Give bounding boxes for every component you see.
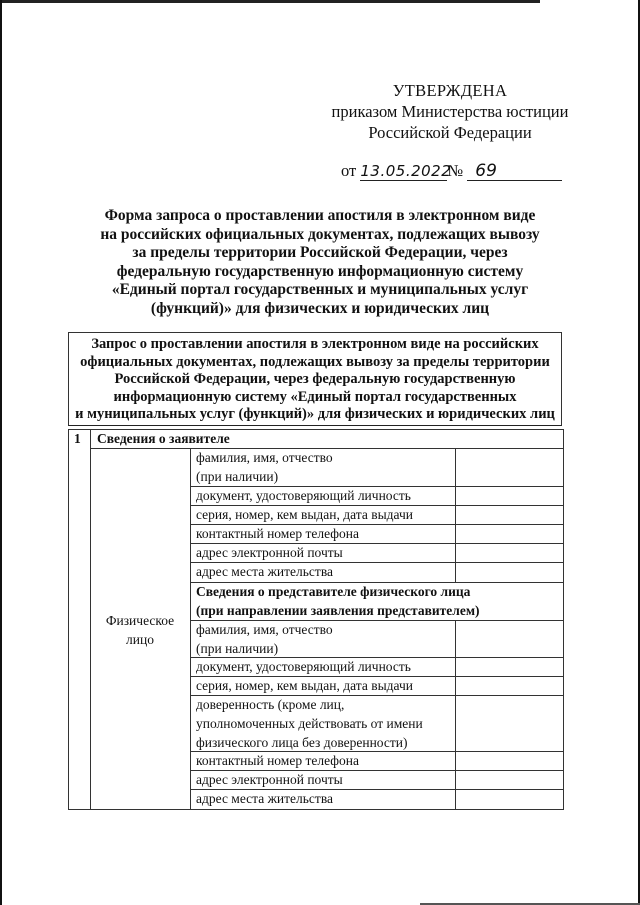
applicant-type-line: Физическое: [105, 613, 175, 628]
table-header-line: Запрос о проставлении апостиля в электронном виде на российских: [91, 336, 539, 352]
value-full-name[interactable]: [456, 449, 563, 486]
rep-field-email: адрес электронной почты: [196, 772, 343, 787]
table-header-line: официальных документах, подлежащих вывозу за пределы территории: [80, 353, 550, 370]
table-header-line: Российской Федерации, через федеральную государственную: [114, 371, 516, 387]
from-label: от: [341, 161, 357, 180]
field-full-name: [196, 448, 333, 486]
value-document-details[interactable]: [456, 506, 563, 524]
field-label-line: (при наличии): [196, 641, 279, 656]
value-phone[interactable]: [456, 525, 563, 543]
form-title-line: за пределы территории Российской Федерации, через: [132, 244, 508, 261]
field-document-details: серия, номер, кем выдан, дата выдачи: [196, 507, 413, 522]
table-header-line: и муниципальных услуг (функций)» для физических и юридических лиц: [75, 406, 555, 422]
form-title-line: «Единый портал государственных и муниципальных услуг: [111, 281, 529, 298]
form-title-line: Форма запроса о проставлении апостиля в электронном виде: [104, 207, 536, 224]
rep-value-email[interactable]: [456, 771, 563, 789]
table-header-box: [68, 332, 562, 426]
section-number: 1: [74, 431, 81, 446]
representative-header-line: (при направлении заявления представителем): [196, 603, 480, 618]
rep-field-residence-address: адрес места жительства: [196, 791, 334, 806]
rep-field-full-name: [196, 620, 333, 658]
table-border-right: [563, 429, 564, 810]
field-label-line: (при наличии): [196, 469, 279, 484]
field-label-line: уполномоченных действовать от имени: [196, 716, 423, 731]
value-identity-document[interactable]: [456, 487, 563, 505]
applicant-type: [90, 611, 190, 649]
rep-field-identity-document: документ, удостоверяющий личность: [196, 659, 411, 674]
rep-value-power-of-attorney[interactable]: [456, 696, 563, 751]
form-title-line: (функций)» для физических и юридических лиц: [150, 299, 490, 317]
applicant-type-line: лицо: [126, 632, 154, 647]
field-label-line: физического лица без доверенности): [196, 735, 408, 750]
field-phone: контактный номер телефона: [196, 526, 359, 541]
table-header-line: информационную систему «Единый портал государственных: [113, 388, 517, 405]
representative-header: [196, 582, 480, 620]
rep-field-phone: контактный номер телефона: [196, 753, 359, 768]
field-label-line: фамилия, имя, отчество: [196, 450, 333, 465]
field-label-line: фамилия, имя, отчество: [196, 622, 333, 637]
scan-edge-left: [0, 0, 2, 905]
approval-order-line: приказом Министерства юстиции: [331, 102, 569, 121]
order-reference: [341, 161, 562, 181]
approval-authority: Российской Федерации: [368, 123, 532, 142]
number-label: №: [447, 161, 464, 180]
form-title-line: на российских официальных документах, подлежащих вывозу: [100, 225, 540, 243]
rep-field-document-details: серия, номер, кем выдан, дата выдачи: [196, 678, 413, 693]
rep-value-full-name[interactable]: [456, 621, 563, 657]
table-border-bottom: [68, 809, 564, 810]
order-number: 69: [467, 163, 562, 181]
table-border-left: [68, 429, 69, 810]
scan-edge-top: [0, 0, 540, 3]
rep-value-identity-document[interactable]: [456, 658, 563, 676]
applicant-table: [68, 429, 564, 810]
form-title: [90, 207, 550, 318]
rep-value-document-details[interactable]: [456, 677, 563, 695]
form-title-line: федеральную государственную информационную систему: [116, 262, 524, 280]
approval-title: УТВЕРЖДЕНА: [392, 81, 508, 100]
column-divider: [190, 448, 191, 810]
representative-header-line: Сведения о представителе физического лица: [196, 584, 471, 599]
rep-field-power-of-attorney: [196, 695, 423, 752]
rep-value-phone[interactable]: [456, 752, 563, 770]
field-email: адрес электронной почты: [196, 545, 343, 560]
order-date: 13.05.2022: [360, 162, 452, 180]
rep-value-residence-address[interactable]: [456, 790, 563, 809]
value-email[interactable]: [456, 544, 563, 562]
field-label-line: доверенность (кроме лиц,: [196, 697, 345, 712]
approval-stamp: [320, 80, 580, 143]
value-residence-address[interactable]: [456, 563, 563, 582]
field-identity-document: документ, удостоверяющий личность: [196, 488, 411, 503]
section-title: Сведения о заявителе: [97, 431, 230, 446]
field-residence-address: адрес места жительства: [196, 564, 334, 579]
